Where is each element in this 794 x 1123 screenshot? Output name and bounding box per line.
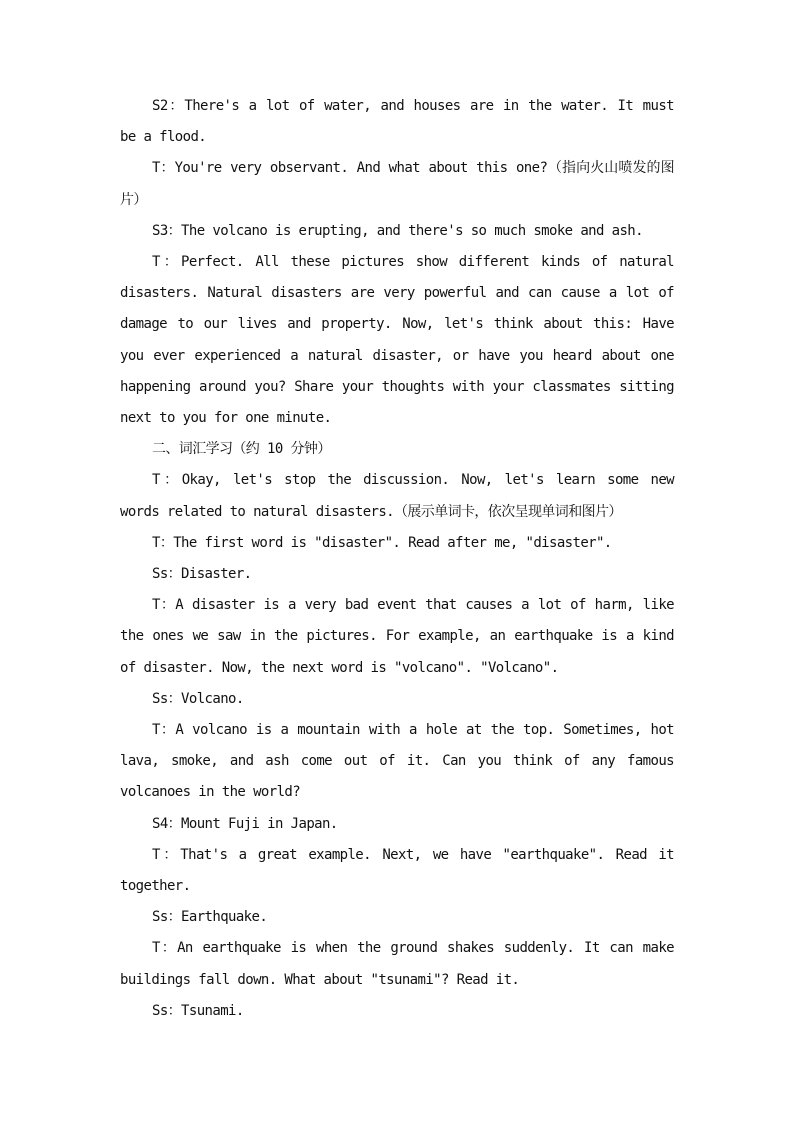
dialogue-line: Ss：Earthquake.: [152, 909, 268, 926]
dialogue-line: T：Perfect. All these pictures show different kinds of natural disasters. Natural disasters are very powerful and can cause a lot of damage to our lives and property. Now, let's think about this: Have you ever experienced a natural disaster, or have you heard about one happening around you? Share your thoughts with your classmates sitting next to you for one minute.: [120, 254, 674, 427]
dialogue-line: S4：Mount Fuji in Japan.: [152, 815, 338, 832]
dialogue-line: Ss：Disaster.: [152, 566, 252, 583]
dialogue-line: T：A disaster is a very bad event that causes a lot of harm, like the ones we saw in the pictures. For example, an earthquake is a kind of disaster. Now, the next word is "volcano". "Volcano".: [120, 597, 674, 676]
document-page: [120, 91, 674, 1027]
dialogue-line: S3：The volcano is erupting, and there's so much smoke and ash.: [152, 222, 643, 239]
section-heading: 二、词汇学习（约 10 分钟）: [152, 441, 331, 458]
dialogue-line: Ss：Tsunami.: [152, 1002, 244, 1019]
dialogue-line: T：You're very observant. And what about this one?（指向火山喷发的图片）: [120, 160, 674, 208]
dialogue-line: T：That's a great example. Next, we have "earthquake". Read it together.: [120, 846, 674, 895]
dialogue-line: T：A volcano is a mountain with a hole at the top. Sometimes, hot lava, smoke, and ash come out of it. Can you think of any famous volcanoes in the world?: [120, 722, 674, 801]
dialogue-line: Ss：Volcano.: [152, 690, 244, 707]
dialogue-line: S2：There's a lot of water, and houses are in the water. It must be a flood.: [120, 98, 674, 146]
dialogue-line: T：The first word is "disaster". Read after me, "disaster".: [152, 534, 612, 551]
dialogue-line: T：An earthquake is when the ground shakes suddenly. It can make buildings fall down. What about "tsunami"? Read it.: [120, 940, 674, 988]
dialogue-line: T：Okay, let's stop the discussion. Now, let's learn some new words related to natural disasters.（展示单词卡，依次呈现单词和图片）: [120, 472, 674, 520]
